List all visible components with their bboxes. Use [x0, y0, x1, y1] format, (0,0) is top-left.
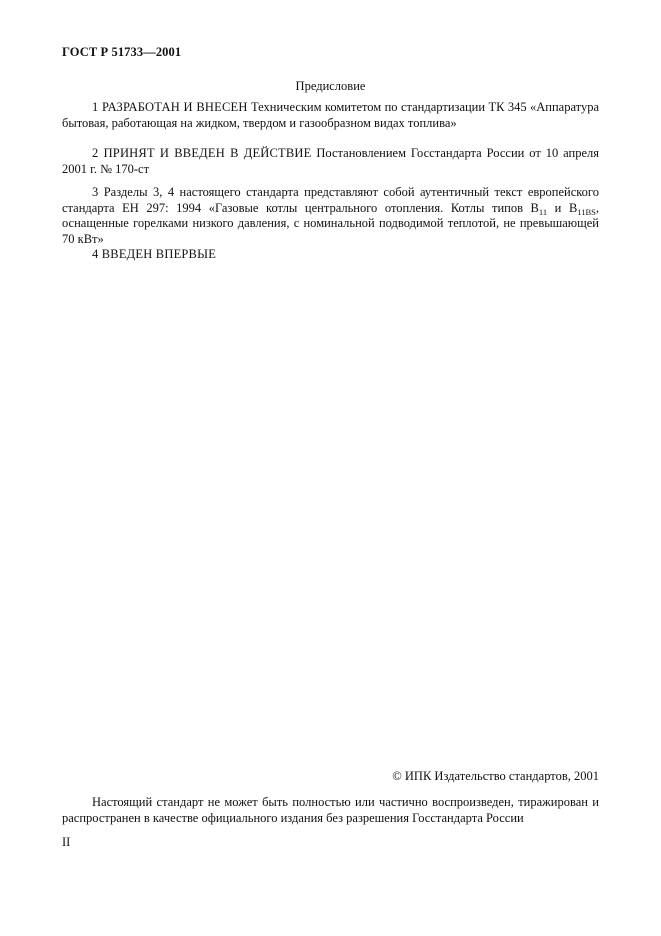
paragraph-3-text-mid: и B [547, 200, 578, 215]
boiler-type-subscript-1: 11 [538, 206, 548, 217]
copyright-line: © ИПК Издательство стандартов, 2001 [392, 769, 599, 783]
foreword-paragraph-3 [62, 185, 599, 247]
reproduction-notice: Настоящий стандарт не может быть полностью или частично воспроизведен, тиражирован и распространен в качестве официального издания без разрешения Госстандарта России [62, 795, 599, 825]
foreword-paragraph-4 [62, 247, 599, 263]
foreword-paragraph-2 [62, 146, 599, 177]
paragraph-4-heading: 4 ВВЕДЕН ВПЕРВЫЕ [92, 247, 217, 261]
boiler-type-subscript-2: 11BS [577, 206, 596, 217]
paragraph-3-text-end: , оснащенные горелками низкого давления, с номинальной подводимой теплотой, не превышающей 70 кВт» [62, 200, 599, 246]
paragraph-2-heading: 2 ПРИНЯТ И ВВЕДЕН В ДЕЙСТВИЕ [92, 146, 312, 160]
foreword-paragraph-1 [62, 100, 599, 131]
paragraph-2-text: Постановлением Госстандарта России от 10 апреля 2001 г. № 170-ст [62, 146, 599, 176]
paragraph-1-heading: 1 РАЗРАБОТАН И ВНЕСЕН [92, 100, 248, 114]
paragraph-1-text: Техническим комитетом по стандартизации ТК 345 «Аппаратура бытовая, работающая на жидком, твердом и газообразном видах топлива» [62, 100, 600, 130]
paragraph-3-text-start: 3 Разделы 3, 4 настоящего стандарта представляют собой аутентичный текст европейского стандарта ЕН 297: 1994 «Газовые котлы центрального отопления. Котлы типов B [62, 185, 599, 215]
foreword-title: Предисловие [295, 79, 366, 93]
page-number: II [62, 835, 71, 849]
document-code: ГОСТ Р 51733—2001 [62, 45, 182, 59]
